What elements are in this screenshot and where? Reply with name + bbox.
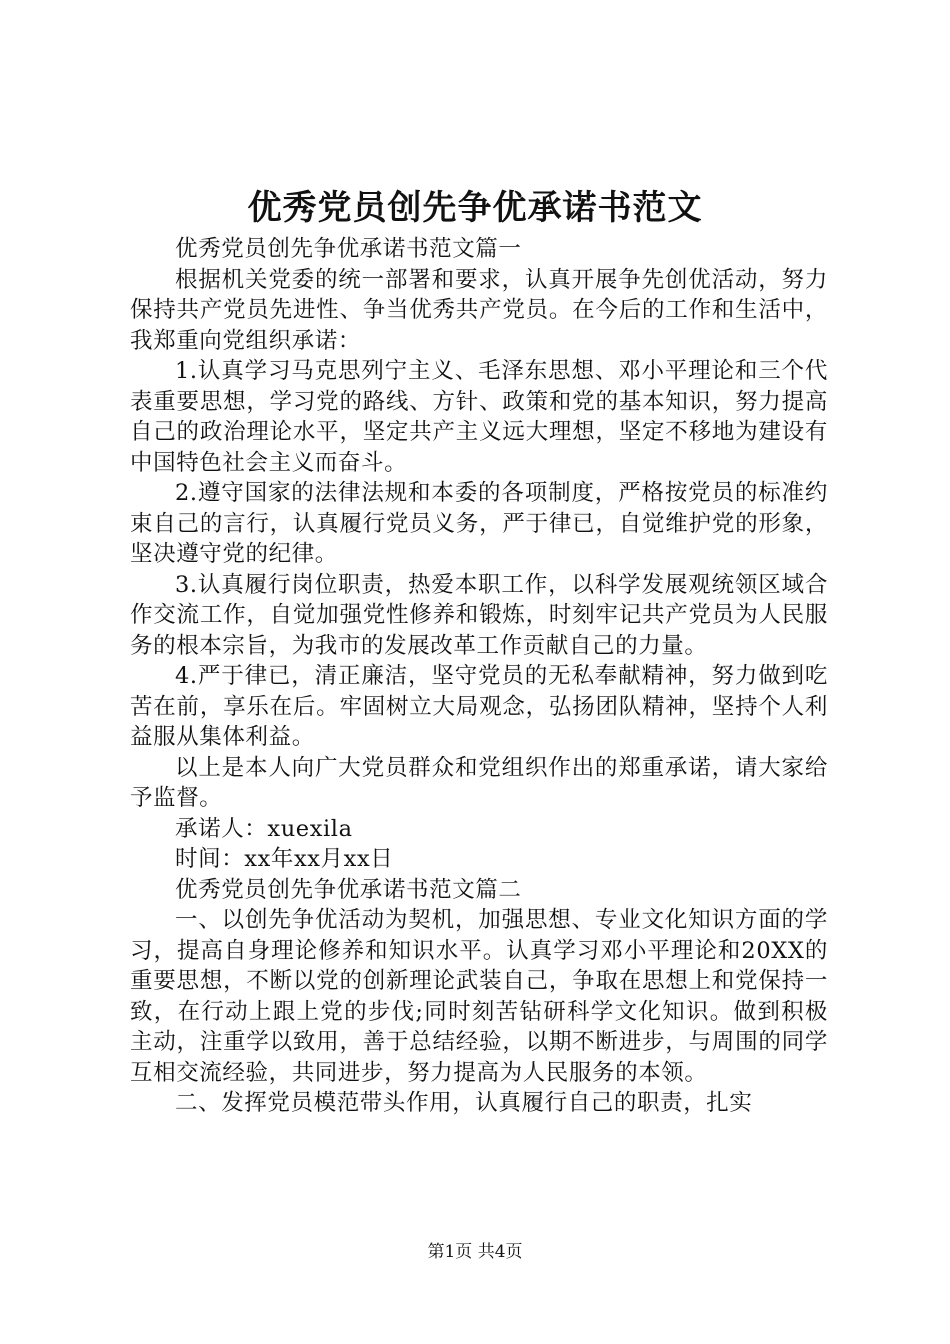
paragraph-item-4: 4.严于律已，清正廉洁，坚守党员的无私奉献精神，努力做到吃苦在前，享乐在后。牢固树立大局观念，弘扬团队精神，坚持个人利益服从集体利益。 [130, 663, 828, 750]
signatory-line: 承诺人：xuexila [175, 815, 353, 842]
document-title: 优秀党员创先争优承诺书范文 [247, 188, 703, 228]
paragraph-item-3: 3.认真履行岗位职责，热爱本职工作，以科学发展观统领区域合作交流工作，自觉加强党性修养和锻炼，时刻牢记共产党员为人民服务的根本宗旨，为我市的发展改革工作贡献自己的力量。 [130, 571, 828, 659]
paragraph-part2-2: 二、发挥党员模范带头作用，认真履行自己的职责，扎实 [175, 1090, 753, 1116]
paragraph-intro: 根据机关党委的统一部署和要求，认真开展争先创优活动，努力保持共产党员先进性、争当优秀共产党员。在今后的工作和生活中，我郑重向党组织承诺： [130, 266, 828, 354]
paragraph-item-1: 1.认真学习马克思列宁主义、毛泽东思想、邓小平理论和三个代表重要思想，学习党的路线、方针、政策和党的基本知识，努力提高自己的政治理论水平，坚定共产主义远大理想，坚定不移地为建设有中国特色社会主义而奋斗。 [130, 358, 828, 476]
page-footer: 第1页 共4页 [427, 1242, 523, 1262]
paragraph-item-2: 2.遵守国家的法律法规和本委的各项制度，严格按党员的标准约束自己的言行，认真履行党员义务，严于律已，自觉维护党的形象，坚决遵守党的纪律。 [130, 480, 828, 567]
section-heading-2: 优秀党员创先争优承诺书范文篇二 [175, 876, 522, 903]
section-heading-1: 优秀党员创先争优承诺书范文篇一 [175, 236, 522, 262]
paragraph-part2-1: 一、以创先争优活动为契机，加强思想、专业文化知识方面的学习，提高自身理论修养和知识水平。认真学习邓小平理论和20XX的重要思想，不断以党的创新理论武装自己，争取在思想上和党保持一致，在行动上跟上党的步伐;同时刻苦钻研科学文化知识。做到积极主动，注重学以致用，善于总结经验，以期不断进步，与周围的同学互相交流经验，共同进步，努力提高为人民服务的本领。 [130, 907, 828, 1086]
document-body [130, 234, 828, 1119]
paragraph-closing: 以上是本人向广大党员群众和党组织作出的郑重承诺，请大家给予监督。 [130, 754, 828, 811]
date-line: 时间：xx年xx月xx日 [175, 846, 394, 872]
